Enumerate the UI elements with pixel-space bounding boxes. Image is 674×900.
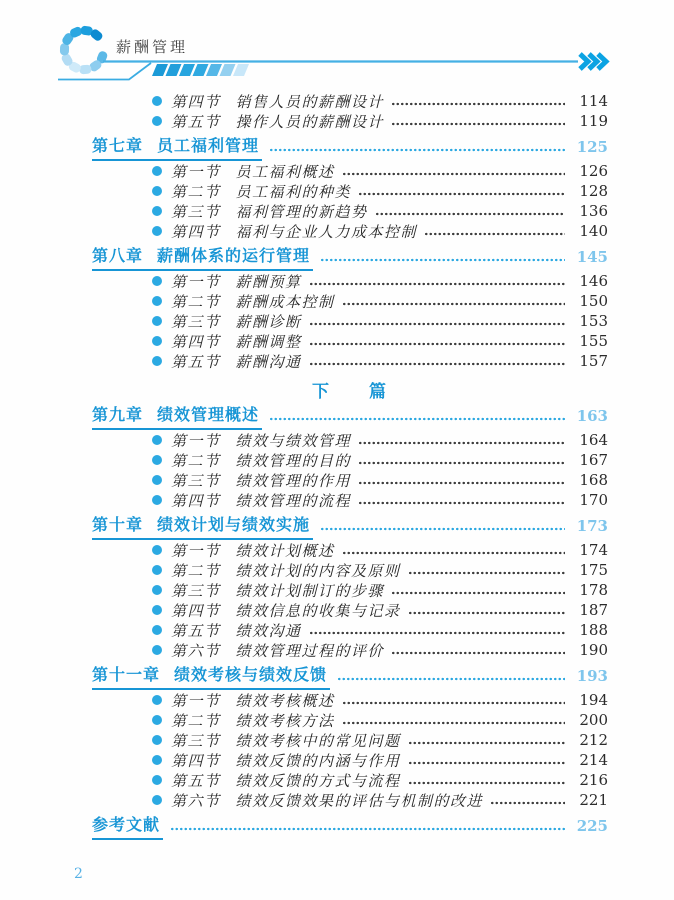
chapter-title: 绩效管理概述 [157, 407, 260, 424]
filled-circle-bullet-icon [152, 795, 162, 805]
section-page-number: 136 [579, 202, 608, 220]
section-page-number: 216 [579, 771, 608, 789]
section-title: 绩效管理过程的评价 [235, 642, 385, 660]
section-label: 第四节 [171, 602, 221, 620]
section-page-number: 140 [579, 222, 608, 240]
section-page-number: 150 [579, 292, 608, 310]
toc-section-row [92, 470, 608, 490]
ring-spinner-logo-icon [60, 25, 109, 74]
dotted-leader [269, 143, 565, 157]
dotted-leader [408, 566, 565, 580]
section-page-number: 157 [579, 352, 608, 370]
toc-section-row [92, 221, 608, 241]
section-page-number: 170 [579, 491, 608, 509]
filled-circle-bullet-icon [152, 455, 162, 465]
section-page-number: 187 [579, 601, 608, 619]
dotted-leader [408, 736, 565, 750]
dotted-leader [424, 227, 565, 241]
section-label: 第四节 [171, 93, 221, 111]
toc-section-row [92, 311, 608, 331]
running-head-title: 薪酬管理 [116, 39, 189, 56]
filled-circle-bullet-icon [152, 475, 162, 485]
section-label: 第五节 [171, 772, 221, 790]
section-label: 第四节 [171, 492, 221, 510]
section-page-number: 175 [579, 561, 608, 579]
toc-section-row [92, 560, 608, 580]
section-title: 薪酬沟通 [235, 353, 302, 371]
toc-section-row [92, 540, 608, 560]
toc-section-row [92, 710, 608, 730]
chapter-heading [92, 133, 262, 161]
chapter-label: 第八章 [92, 248, 144, 265]
section-label: 第六节 [171, 642, 221, 660]
dotted-leader [320, 522, 565, 536]
dotted-leader [342, 696, 565, 710]
section-title: 操作人员的薪酬设计 [235, 113, 385, 131]
chapter-page-number: 193 [576, 667, 608, 685]
section-title: 绩效与绩效管理 [235, 432, 352, 450]
section-page-number: 146 [579, 272, 608, 290]
dotted-leader [309, 337, 565, 351]
filled-circle-bullet-icon [152, 226, 162, 236]
section-label: 第一节 [171, 163, 221, 181]
section-title: 员工福利概述 [235, 163, 335, 181]
section-page-number: 164 [579, 431, 608, 449]
section-page-number: 167 [579, 451, 608, 469]
toc-section-row [92, 750, 608, 770]
dotted-leader [358, 476, 565, 490]
section-page-number: 194 [579, 691, 608, 709]
toc-chapter-row [92, 815, 608, 837]
parallelogram-strip-icon [152, 64, 249, 76]
dotted-leader [490, 796, 565, 810]
filled-circle-bullet-icon [152, 96, 162, 106]
section-page-number: 174 [579, 541, 608, 559]
dotted-leader [408, 756, 565, 770]
section-label: 第一节 [171, 692, 221, 710]
triple-chevron-right-icon [580, 54, 606, 69]
section-page-number: 126 [579, 162, 608, 180]
filled-circle-bullet-icon [152, 186, 162, 196]
section-label: 第三节 [171, 313, 221, 331]
section-title: 福利与企业人力成本控制 [235, 223, 418, 241]
dotted-leader [309, 626, 565, 640]
section-label: 第二节 [171, 452, 221, 470]
dotted-leader [375, 207, 565, 221]
toc-section-row [92, 271, 608, 291]
section-title: 薪酬调整 [235, 333, 302, 351]
filled-circle-bullet-icon [152, 715, 162, 725]
filled-circle-bullet-icon [152, 296, 162, 306]
section-title: 绩效计划概述 [235, 542, 335, 560]
chapter-label: 参考文献 [92, 817, 161, 834]
section-label: 第六节 [171, 792, 221, 810]
chapter-title: 薪酬体系的运行管理 [157, 248, 311, 265]
toc-section-row [92, 181, 608, 201]
toc-section-row [92, 201, 608, 221]
section-page-number: 128 [579, 182, 608, 200]
section-label: 第二节 [171, 562, 221, 580]
dotted-leader [358, 496, 565, 510]
toc-section-row [92, 580, 608, 600]
section-title: 绩效考核概述 [235, 692, 335, 710]
section-page-number: 214 [579, 751, 608, 769]
chapter-title: 绩效考核与绩效反馈 [174, 667, 328, 684]
section-label: 第三节 [171, 472, 221, 490]
filled-circle-bullet-icon [152, 435, 162, 445]
toc-section-row [92, 91, 608, 111]
chapter-heading [92, 512, 313, 540]
section-title: 绩效考核中的常见问题 [235, 732, 401, 750]
filled-circle-bullet-icon [152, 336, 162, 346]
filled-circle-bullet-icon [152, 316, 162, 326]
dotted-leader [391, 117, 565, 131]
section-title: 绩效管理的目的 [235, 452, 352, 470]
section-label: 第三节 [171, 732, 221, 750]
dotted-leader [342, 716, 565, 730]
dotted-leader [309, 277, 565, 291]
part-divider-title: 下 篇 [312, 381, 388, 401]
filled-circle-bullet-icon [152, 356, 162, 366]
chapter-page-number: 173 [576, 517, 608, 535]
section-page-number: 212 [579, 731, 608, 749]
section-page-number: 188 [579, 621, 608, 639]
section-page-number: 153 [579, 312, 608, 330]
section-title: 销售人员的薪酬设计 [235, 93, 385, 111]
section-title: 绩效信息的收集与记录 [235, 602, 401, 620]
section-label: 第三节 [171, 203, 221, 221]
filled-circle-bullet-icon [152, 695, 162, 705]
section-title: 绩效计划的内容及原则 [235, 562, 401, 580]
section-label: 第二节 [171, 293, 221, 311]
section-page-number: 168 [579, 471, 608, 489]
section-page-number: 114 [579, 92, 608, 110]
toc-list [92, 91, 608, 840]
chapter-page-number: 125 [576, 138, 608, 156]
section-label: 第四节 [171, 752, 221, 770]
section-page-number: 190 [579, 641, 608, 659]
section-title: 绩效反馈效果的评估与机制的改进 [235, 792, 484, 810]
toc-section-row [92, 640, 608, 660]
toc-section-row [92, 620, 608, 640]
chapter-page-number: 225 [576, 817, 608, 835]
section-title: 绩效反馈的内涵与作用 [235, 752, 401, 770]
chapter-heading [92, 243, 313, 271]
page-number: 2 [74, 866, 83, 882]
filled-circle-bullet-icon [152, 755, 162, 765]
chapter-heading [92, 662, 330, 690]
chapter-label: 第七章 [92, 138, 144, 155]
toc-chapter-row [92, 136, 608, 158]
chapter-label: 第十章 [92, 517, 144, 534]
header-decoration [0, 0, 674, 100]
dotted-leader [391, 97, 565, 111]
section-title: 绩效管理的流程 [235, 492, 352, 510]
section-label: 第四节 [171, 333, 221, 351]
section-label: 第二节 [171, 183, 221, 201]
section-title: 员工福利的种类 [235, 183, 352, 201]
filled-circle-bullet-icon [152, 166, 162, 176]
section-title: 薪酬成本控制 [235, 293, 335, 311]
dotted-leader [342, 297, 565, 311]
filled-circle-bullet-icon [152, 206, 162, 216]
dotted-leader [358, 436, 565, 450]
toc-section-row [92, 690, 608, 710]
section-label: 第一节 [171, 432, 221, 450]
section-label: 第一节 [171, 542, 221, 560]
section-title: 薪酬预算 [235, 273, 302, 291]
filled-circle-bullet-icon [152, 495, 162, 505]
toc-section-row [92, 430, 608, 450]
section-title: 绩效沟通 [235, 622, 302, 640]
section-title: 绩效反馈的方式与流程 [235, 772, 401, 790]
section-page-number: 119 [579, 112, 608, 130]
dotted-leader [337, 672, 565, 686]
toc-chapter-row [92, 665, 608, 687]
toc-section-row [92, 161, 608, 181]
chapter-title: 绩效计划与绩效实施 [157, 517, 311, 534]
toc-section-row [92, 730, 608, 750]
chapter-title: 员工福利管理 [157, 138, 260, 155]
chapter-heading [92, 812, 163, 840]
dotted-leader [358, 187, 565, 201]
section-label: 第五节 [171, 622, 221, 640]
section-label: 第五节 [171, 113, 221, 131]
dotted-leader [342, 167, 565, 181]
dotted-leader [320, 253, 565, 267]
toc-section-row [92, 351, 608, 371]
chapter-page-number: 163 [576, 407, 608, 425]
section-title: 薪酬诊断 [235, 313, 302, 331]
toc-part-divider-row [92, 378, 608, 400]
toc-chapter-row [92, 515, 608, 537]
toc-chapter-row [92, 246, 608, 268]
filled-circle-bullet-icon [152, 585, 162, 595]
toc-section-row [92, 770, 608, 790]
section-label: 第二节 [171, 712, 221, 730]
toc-section-row [92, 600, 608, 620]
dotted-leader [269, 412, 565, 426]
filled-circle-bullet-icon [152, 545, 162, 555]
section-page-number: 155 [579, 332, 608, 350]
chapter-heading [92, 402, 262, 430]
filled-circle-bullet-icon [152, 276, 162, 286]
filled-circle-bullet-icon [152, 625, 162, 635]
dotted-leader [391, 646, 565, 660]
toc-section-row [92, 450, 608, 470]
filled-circle-bullet-icon [152, 645, 162, 655]
dotted-leader [358, 456, 565, 470]
chapter-page-number: 145 [576, 248, 608, 266]
section-title: 福利管理的新趋势 [235, 203, 368, 221]
filled-circle-bullet-icon [152, 775, 162, 785]
toc-section-row [92, 490, 608, 510]
section-label: 第三节 [171, 582, 221, 600]
section-label: 第一节 [171, 273, 221, 291]
section-page-number: 178 [579, 581, 608, 599]
toc-section-row [92, 111, 608, 131]
section-title: 绩效管理的作用 [235, 472, 352, 490]
filled-circle-bullet-icon [152, 116, 162, 126]
dotted-leader [342, 546, 565, 560]
section-label: 第五节 [171, 353, 221, 371]
section-title: 绩效考核方法 [235, 712, 335, 730]
section-label: 第四节 [171, 223, 221, 241]
dotted-leader [408, 776, 565, 790]
toc-chapter-row [92, 405, 608, 427]
toc-section-row [92, 790, 608, 810]
filled-circle-bullet-icon [152, 735, 162, 745]
section-title: 绩效计划制订的步骤 [235, 582, 385, 600]
dotted-leader [309, 317, 565, 331]
toc-section-row [92, 291, 608, 311]
toc-section-row [92, 331, 608, 351]
dotted-leader [170, 822, 565, 836]
section-page-number: 200 [579, 711, 608, 729]
dotted-leader [391, 586, 565, 600]
filled-circle-bullet-icon [152, 565, 162, 575]
dotted-leader [408, 606, 565, 620]
dotted-leader [309, 357, 565, 371]
section-page-number: 221 [579, 791, 608, 809]
chapter-label: 第九章 [92, 407, 144, 424]
chapter-label: 第十一章 [92, 667, 161, 684]
filled-circle-bullet-icon [152, 605, 162, 615]
